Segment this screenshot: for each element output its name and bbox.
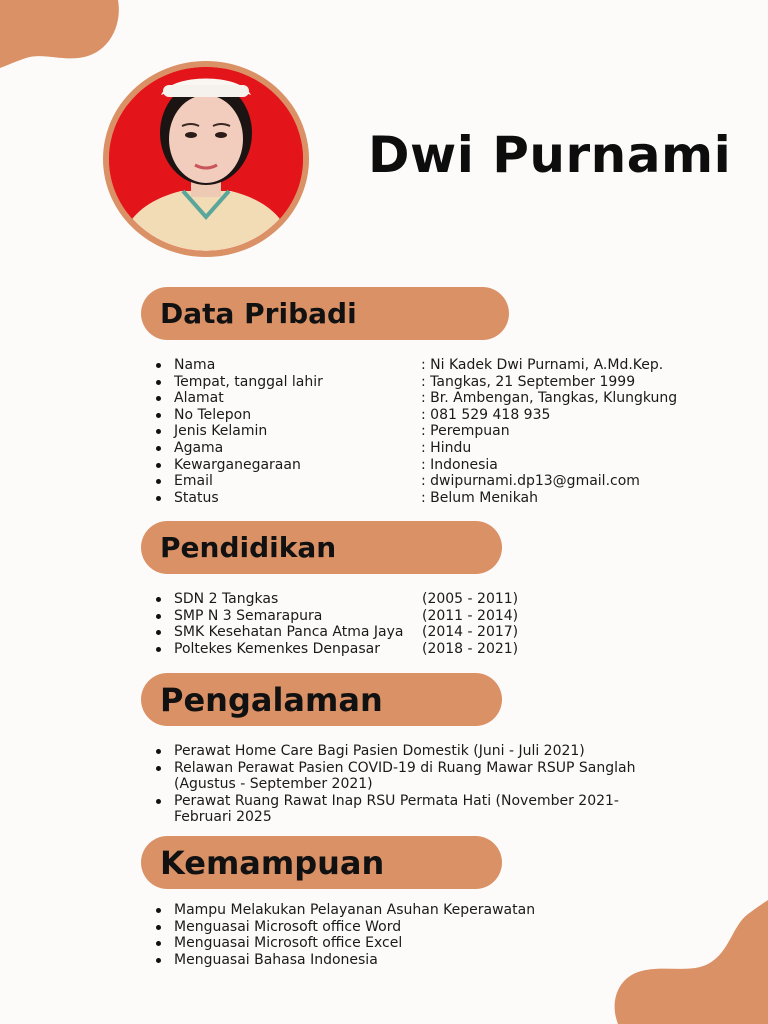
personal-data-list [141, 357, 677, 506]
personal-data-row [174, 457, 677, 474]
portrait-illustration [109, 67, 303, 251]
school-years: (2011 - 2014) [422, 607, 519, 624]
personal-data-label: Agama [174, 439, 224, 456]
education-row [174, 624, 518, 641]
personal-data-row [174, 407, 677, 424]
experience-item: Perawat Ruang Rawat Inap RSU Permata Hati (November 2021- Februari 2025 [141, 793, 661, 826]
personal-data-item [141, 423, 677, 440]
personal-data-value: : Ni Kadek Dwi Purnami, A.Md.Kep. [421, 357, 664, 373]
personal-data-item [141, 457, 677, 474]
school-name: SMP N 3 Semarapura [174, 607, 323, 624]
experience-item: Perawat Home Care Bagi Pasien Domestik (Juni - Juli 2021) [141, 743, 661, 760]
school-name: SDN 2 Tangkas [174, 591, 279, 607]
personal-data-label: Alamat [174, 390, 224, 407]
education-row [174, 591, 518, 608]
personal-data-item [141, 473, 677, 490]
personal-data-row [174, 440, 677, 457]
top-left-blob [0, 0, 130, 75]
profile-photo [109, 67, 303, 251]
personal-data-label: Jenis Kelamin [174, 423, 268, 440]
skill-item: Mampu Melakukan Pelayanan Asuhan Keperawatan [141, 902, 535, 919]
skills-list [141, 902, 535, 968]
full-name: Dwi Purnami [368, 126, 732, 184]
personal-data-label: Status [174, 489, 219, 506]
personal-data-item [141, 357, 677, 374]
education-item [141, 624, 518, 641]
education-item [141, 608, 518, 625]
personal-data-value: : 081 529 418 935 [421, 406, 551, 423]
personal-data-row [174, 390, 677, 407]
personal-data-value: : Perempuan [421, 423, 510, 440]
education-row [174, 608, 518, 625]
experience-list [141, 743, 661, 826]
personal-data-label: No Telepon [174, 406, 252, 423]
skill-item: Menguasai Bahasa Indonesia [141, 952, 535, 969]
personal-data-value: : Indonesia [421, 456, 498, 473]
education-row [174, 641, 518, 658]
education-item [141, 591, 518, 608]
school-name: SMK Kesehatan Panca Atma Jaya [174, 624, 404, 641]
personal-data-value: : dwipurnami.dp13@gmail.com [421, 473, 640, 490]
skill-item: Menguasai Microsoft office Excel [141, 935, 535, 952]
profile-photo-frame [103, 61, 309, 257]
personal-data-item [141, 440, 677, 457]
school-name: Poltekes Kemenkes Denpasar [174, 640, 381, 657]
bottom-right-blob [610, 900, 768, 1024]
personal-data-value: : Hindu [421, 439, 472, 456]
personal-data-item [141, 390, 677, 407]
section-heading-pengalaman: Pengalaman [141, 673, 502, 726]
personal-data-item [141, 374, 677, 391]
personal-data-value: : Br. Ambengan, Tangkas, Klungkung [421, 390, 678, 407]
section-heading-pendidikan: Pendidikan [141, 521, 502, 574]
education-item [141, 641, 518, 658]
personal-data-label: Email [174, 473, 213, 490]
personal-data-value: : Belum Menikah [421, 489, 539, 506]
school-years: (2005 - 2011) [422, 591, 519, 607]
personal-data-row [174, 374, 677, 391]
personal-data-label: Nama [174, 357, 216, 373]
personal-data-item [141, 407, 677, 424]
section-heading-data-pribadi: Data Pribadi [141, 287, 509, 340]
personal-data-item [141, 490, 677, 507]
education-list [141, 591, 518, 657]
personal-data-row [174, 357, 677, 374]
personal-data-value: : Tangkas, 21 September 1999 [421, 373, 636, 390]
experience-item: Relawan Perawat Pasien COVID-19 di Ruang Mawar RSUP Sanglah (Agustus - September 2021) [141, 760, 661, 793]
personal-data-label: Tempat, tanggal lahir [174, 373, 323, 390]
personal-data-row [174, 423, 677, 440]
school-years: (2018 - 2021) [422, 640, 519, 657]
section-heading-kemampuan: Kemampuan [141, 836, 502, 889]
school-years: (2014 - 2017) [422, 624, 519, 641]
personal-data-label: Kewarganegaraan [174, 456, 301, 473]
personal-data-row [174, 473, 677, 490]
skill-item: Menguasai Microsoft office Word [141, 919, 535, 936]
personal-data-row [174, 490, 677, 507]
